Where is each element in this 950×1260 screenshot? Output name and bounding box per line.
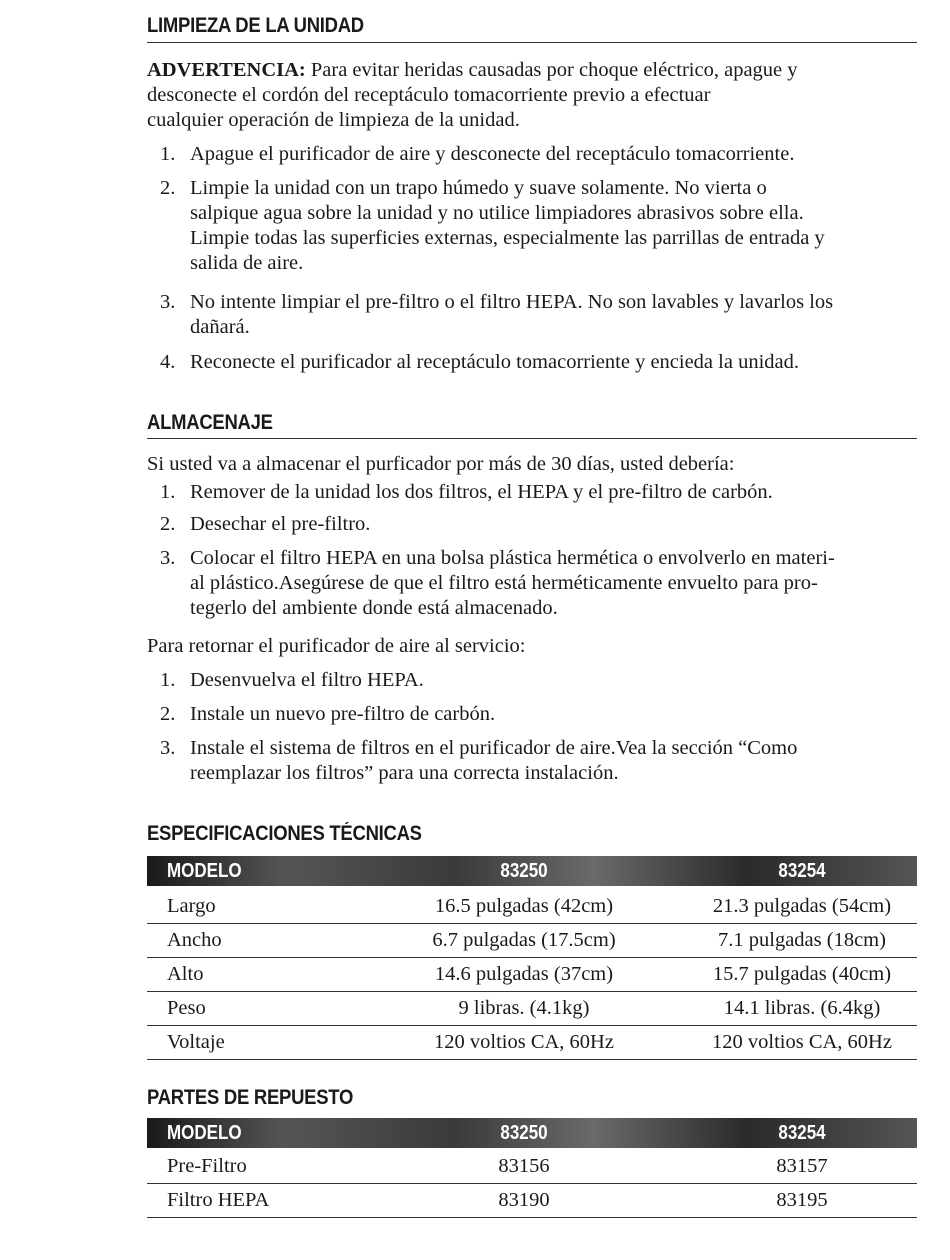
table-cell: 9 libras. (4.1kg) bbox=[458, 997, 590, 1019]
list-item-number: 3. bbox=[160, 547, 176, 569]
list-item-line: salpique agua sobre la unidad y no utilice limpiadores abrasivos sobre ella. bbox=[190, 202, 804, 224]
specs-table-header bbox=[147, 856, 917, 886]
list-item bbox=[160, 290, 920, 340]
table-cell: 83190 bbox=[498, 1189, 550, 1211]
list-item-number: 1. bbox=[160, 669, 176, 691]
list-item-line: tegerlo del ambiente donde está almacenado. bbox=[190, 597, 558, 619]
column-header: MODELO bbox=[167, 860, 242, 882]
table-cell: Peso bbox=[167, 997, 206, 1019]
column-header: 83254 bbox=[778, 1122, 826, 1144]
list-item bbox=[160, 350, 920, 375]
warning-paragraph bbox=[147, 58, 922, 133]
section-rule bbox=[147, 42, 917, 43]
list-item-line: al plástico.Asegúrese de que el filtro está herméticamente envuelto para pro- bbox=[190, 572, 818, 594]
table-cell: 6.7 pulgadas (17.5cm) bbox=[432, 929, 616, 951]
table-row bbox=[147, 890, 917, 924]
list-item bbox=[160, 512, 920, 537]
list-item-line: Colocar el filtro HEPA en una bolsa plástica hermética o envolverlo en materi- bbox=[190, 547, 835, 569]
list-item-line: Instale el sistema de filtros en el purificador de aire.Vea la sección “Como bbox=[190, 737, 798, 759]
parts-table-header bbox=[147, 1118, 917, 1148]
list-item-line: dañará. bbox=[190, 316, 250, 338]
table-cell: Alto bbox=[167, 963, 204, 985]
table-cell: Largo bbox=[167, 895, 216, 917]
table-cell: 83157 bbox=[776, 1155, 828, 1177]
warning-label: ADVERTENCIA: bbox=[147, 59, 306, 81]
table-cell: 14.6 pulgadas (37cm) bbox=[434, 963, 614, 985]
table-cell: 16.5 pulgadas (42cm) bbox=[434, 895, 614, 917]
warning-text-line: desconecte el cordón del receptáculo tomacorriente previo a efectuar bbox=[147, 84, 711, 106]
list-item-line: Instale un nuevo pre-filtro de carbón. bbox=[190, 703, 496, 725]
table-cell: 7.1 pulgadas (18cm) bbox=[718, 929, 886, 951]
column-header: 83250 bbox=[500, 1122, 548, 1144]
column-header: 83250 bbox=[500, 860, 548, 882]
table-row bbox=[147, 992, 917, 1026]
list-item-line: reemplazar los filtros” para una correcta instalación. bbox=[190, 762, 619, 784]
list-item bbox=[160, 546, 920, 621]
table-cell: 15.7 pulgadas (40cm) bbox=[712, 963, 892, 985]
list-item-line: Apague el purificador de aire y desconecte del receptáculo tomacorriente. bbox=[190, 143, 795, 165]
list-item-line: Remover de la unidad los dos filtros, el HEPA y el pre-filtro de carbón. bbox=[190, 481, 773, 503]
table-row bbox=[147, 958, 917, 992]
column-header: 83254 bbox=[778, 860, 826, 882]
list-item-line: salida de aire. bbox=[190, 252, 304, 274]
list-item-line: Desenvuelva el filtro HEPA. bbox=[190, 669, 424, 691]
section-heading-cleaning: LIMPIEZA DE LA UNIDAD bbox=[147, 14, 364, 37]
list-item-number: 2. bbox=[160, 513, 176, 535]
list-item-line: Limpie todas las superficies externas, especialmente las parrillas de entrada y bbox=[190, 227, 825, 249]
return-intro: Para retornar el purificador de aire al servicio: bbox=[147, 635, 526, 657]
table-cell: Voltaje bbox=[167, 1031, 225, 1053]
list-item-number: 3. bbox=[160, 737, 176, 759]
list-item-number: 1. bbox=[160, 481, 176, 503]
storage-intro: Si usted va a almacenar el purficador por más de 30 días, usted debería: bbox=[147, 453, 735, 475]
section-heading-storage: ALMACENAJE bbox=[147, 411, 273, 434]
table-row bbox=[147, 1150, 917, 1184]
table-cell: 120 voltios CA, 60Hz bbox=[434, 1031, 614, 1053]
table-row bbox=[147, 924, 917, 958]
list-item bbox=[160, 176, 920, 276]
list-item-line: Limpie la unidad con un trapo húmedo y suave solamente. No vierta o bbox=[190, 177, 767, 199]
table-cell: 83195 bbox=[776, 1189, 828, 1211]
table-cell: Ancho bbox=[167, 929, 222, 951]
table-cell: Filtro HEPA bbox=[167, 1189, 270, 1211]
list-item-line: Desechar el pre-filtro. bbox=[190, 513, 371, 535]
section-heading-specs: ESPECIFICACIONES TÉCNICAS bbox=[147, 822, 422, 845]
table-cell: Pre-Filtro bbox=[167, 1155, 247, 1177]
list-item bbox=[160, 736, 920, 786]
list-item-line: No intente limpiar el pre-filtro o el filtro HEPA. No son lavables y lavarlos los bbox=[190, 291, 834, 313]
table-cell: 14.1 libras. (6.4kg) bbox=[723, 997, 881, 1019]
list-item bbox=[160, 142, 920, 167]
list-item bbox=[160, 668, 920, 693]
list-item-number: 2. bbox=[160, 703, 176, 725]
list-item-number: 4. bbox=[160, 351, 176, 373]
warning-text-line: cualquier operación de limpieza de la unidad. bbox=[147, 109, 520, 131]
list-item-line: Reconecte el purificador al receptáculo tomacorriente y encieda la unidad. bbox=[190, 351, 799, 373]
table-row bbox=[147, 1026, 917, 1060]
list-item-number: 3. bbox=[160, 291, 176, 313]
column-header: MODELO bbox=[167, 1122, 242, 1144]
table-cell: 21.3 pulgadas (54cm) bbox=[712, 895, 892, 917]
table-cell: 120 voltios CA, 60Hz bbox=[712, 1031, 892, 1053]
list-item bbox=[160, 480, 920, 505]
list-item-number: 2. bbox=[160, 177, 176, 199]
section-heading-parts: PARTES DE REPUESTO bbox=[147, 1086, 354, 1109]
table-cell: 83156 bbox=[498, 1155, 550, 1177]
list-item-number: 1. bbox=[160, 143, 176, 165]
section-rule bbox=[147, 438, 917, 439]
list-item bbox=[160, 702, 920, 727]
warning-text-line: Para evitar heridas causadas por choque eléctrico, apague y bbox=[305, 59, 798, 81]
table-row bbox=[147, 1184, 917, 1218]
